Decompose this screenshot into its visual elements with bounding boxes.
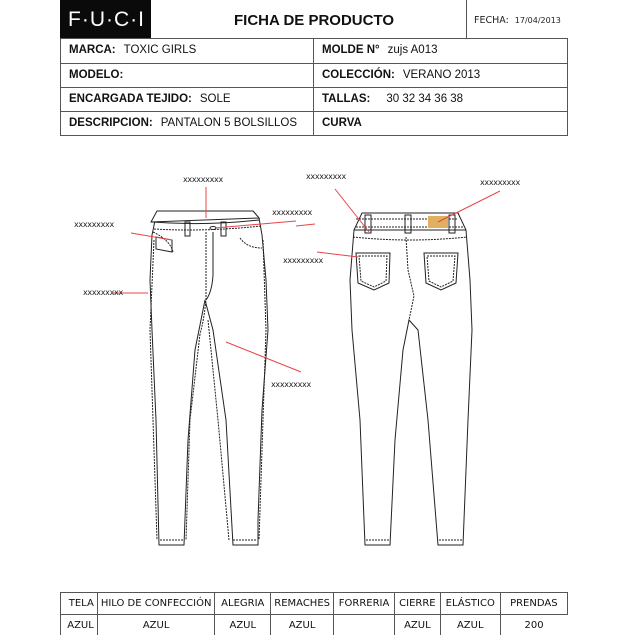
- col-cierre: CIERRE: [394, 593, 440, 615]
- tallas-label: TALLAS:: [322, 93, 371, 105]
- materials-value-row: [61, 615, 568, 635]
- brand-logo: F·U·C·I: [60, 0, 151, 38]
- col-tela: TELA: [61, 593, 98, 615]
- fecha-divider: [466, 0, 467, 38]
- callout-leather-patch: xxxxxxxxx: [480, 178, 520, 187]
- val-prendas: 200: [500, 615, 567, 635]
- molde-label: MOLDE N°: [322, 44, 380, 56]
- col-prendas: PRENDAS: [500, 593, 567, 615]
- val-hilo: AZUL: [97, 615, 215, 635]
- marca-cell: [61, 39, 314, 63]
- descripcion-label: DESCRIPCION:: [69, 117, 153, 129]
- callout-back-beltloop: xxxxxxxxx: [306, 172, 346, 181]
- modelo-label: MODELO:: [69, 69, 124, 81]
- val-alegria: AZUL: [215, 615, 271, 635]
- molde-cell: [314, 39, 567, 63]
- encargada-cell: [61, 88, 314, 111]
- callout-button: xxxxxxxxx: [272, 208, 312, 217]
- col-elastico: ELÁSTICO: [440, 593, 500, 615]
- curva-cell: [314, 112, 567, 135]
- encargada-label: ENCARGADA TEJIDO:: [69, 93, 192, 105]
- callout-side-rivet: xxxxxxxxx: [83, 288, 123, 297]
- val-forreria: [334, 615, 395, 635]
- col-alegria: ALEGRIA: [215, 593, 271, 615]
- fecha-label: FECHA:: [474, 15, 509, 26]
- callout-waistband: xxxxxxxxx: [183, 175, 223, 184]
- info-row-marca: [61, 39, 567, 63]
- marca-value: TOXIC GIRLS: [123, 44, 197, 56]
- val-cierre: AZUL: [394, 615, 440, 635]
- product-info-table: [60, 38, 568, 136]
- curva-label: CURVA: [322, 117, 362, 129]
- tallas-cell: [314, 88, 567, 111]
- modelo-cell: [61, 64, 314, 87]
- val-remaches: AZUL: [271, 615, 334, 635]
- val-elastico: AZUL: [440, 615, 500, 635]
- fecha-value: 17/04/2013: [514, 16, 561, 25]
- molde-value: zujs A013: [387, 44, 438, 56]
- info-row-modelo: [61, 63, 567, 87]
- descripcion-value: PANTALON 5 BOLSILLOS: [160, 117, 298, 129]
- materials-header-row: [61, 593, 568, 615]
- tallas-value: 30 32 34 36 38: [386, 93, 464, 105]
- coleccion-label: COLECCIÓN:: [322, 69, 395, 81]
- page-title: FICHA DE PRODUCTO: [234, 12, 395, 29]
- info-row-encargada: [61, 87, 567, 111]
- jeans-sketch-icon: [0, 140, 633, 585]
- val-tela: AZUL: [61, 615, 98, 635]
- col-hilo: HILO DE CONFECCIÓN: [97, 593, 215, 615]
- coleccion-value: VERANO 2013: [402, 69, 481, 81]
- descripcion-cell: [61, 112, 314, 135]
- info-row-descripcion: [61, 111, 567, 135]
- technical-drawing: [0, 140, 633, 585]
- marca-label: MARCA:: [69, 44, 116, 56]
- callout-coin-pocket: xxxxxxxxx: [74, 220, 114, 229]
- coleccion-cell: [314, 64, 567, 87]
- col-forreria: FORRERIA: [334, 593, 395, 615]
- materials-table: [60, 592, 568, 635]
- encargada-value: SOLE: [199, 93, 231, 105]
- col-remaches: REMACHES: [271, 593, 334, 615]
- callout-inseam: xxxxxxxxx: [271, 380, 311, 389]
- callout-back-pocket: xxxxxxxxx: [283, 256, 323, 265]
- fecha-field: [474, 15, 561, 26]
